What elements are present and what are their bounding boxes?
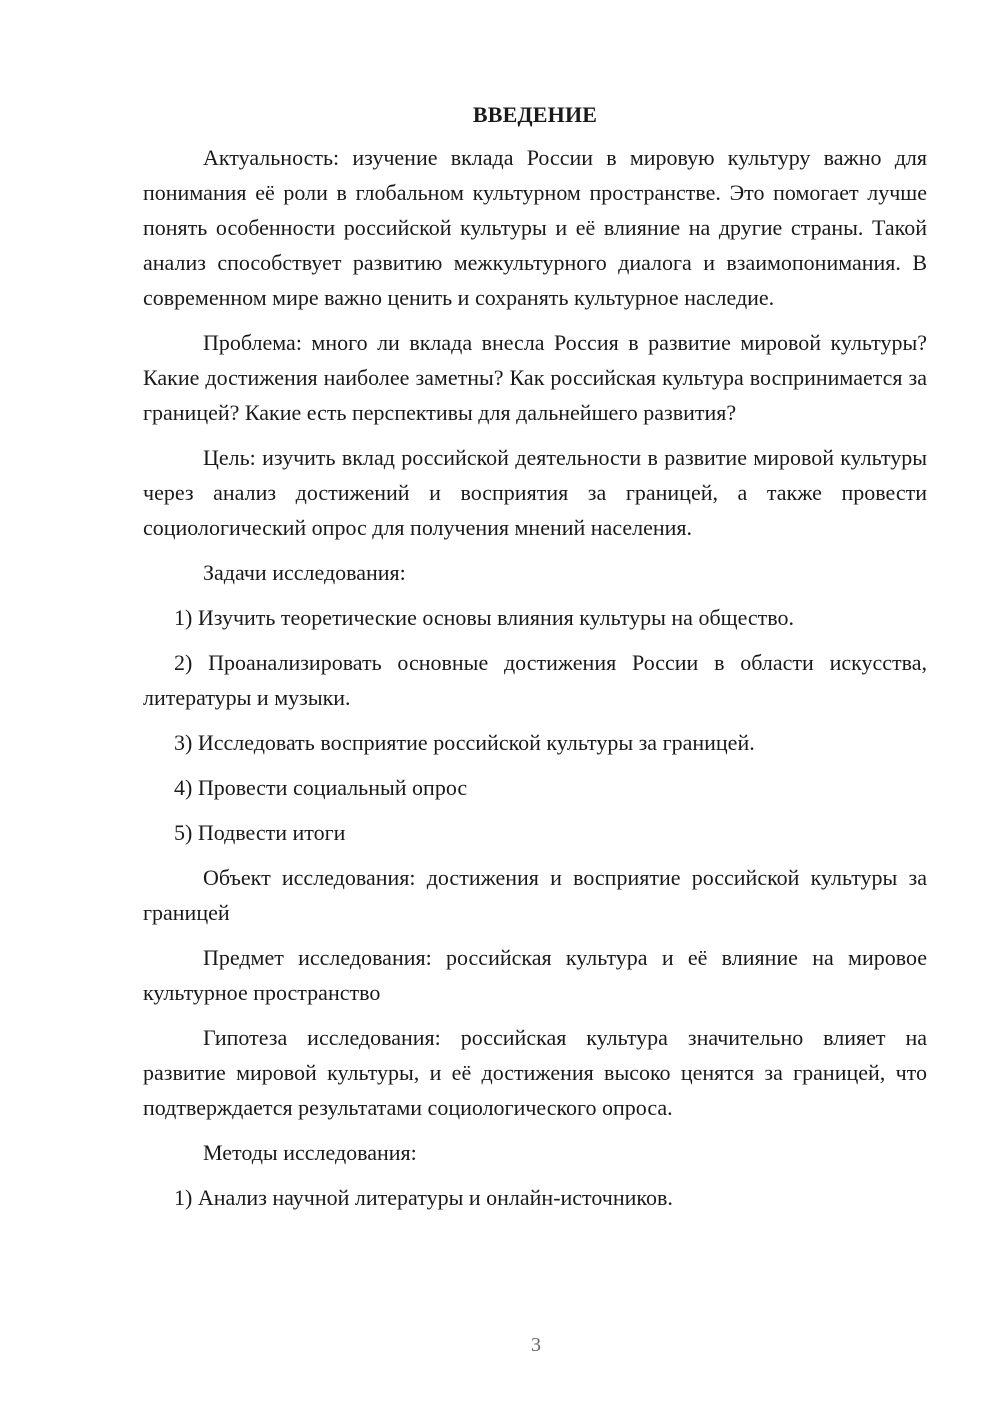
tasks-title: Задачи исследования: [203, 560, 406, 585]
section-heading: ВВЕДЕНИЕ [472, 102, 598, 127]
hypothesis-paragraph: Гипотеза исследования: российская культура значительно влияет на развитие мировой культуры, и её достижения высоко ценятся за границей, что подтверждается результатами социологического опроса. [143, 1025, 927, 1120]
task-item: 3) Исследовать восприятие российской культуры за границей. [174, 730, 755, 755]
object-paragraph: Объект исследования: достижения и восприятие российской культуры за границей [143, 865, 927, 925]
task-item: 5) Подвести итоги [174, 820, 346, 845]
page-content [143, 97, 927, 1225]
subject-paragraph: Предмет исследования: российская культура и её влияние на мировое культурное пространство [143, 945, 927, 1005]
problem-paragraph: Проблема: много ли вклада внесла Россия в развитие мировой культуры? Какие достижения наиболее заметны? Как российская культура воспринимается за границей? Какие есть перспективы для дальнейшего развития? [143, 330, 927, 425]
method-item: 1) Анализ научной литературы и онлайн-источников. [174, 1185, 673, 1210]
task-item: 1) Изучить теоретические основы влияния культуры на общество. [174, 605, 795, 630]
task-item: 2) Проанализировать основные достижения России в области искусства, литературы и музыки. [143, 650, 927, 710]
goal-paragraph: Цель: изучить вклад российской деятельности в развитие мировой культуры через анализ достижений и восприятия за границей, а также провести социологический опрос для получения мнений населения. [143, 445, 927, 540]
relevance-paragraph: Актуальность: изучение вклада России в мировую культуру важно для понимания её роли в глобальном культурном пространстве. Это помогает лучше понять особенности российской культуры и её влияние на другие страны. Такой анализ способствует развитию межкультурного диалога и взаимопонимания. В современном мире важно ценить и сохранять культурное наследие. [143, 145, 927, 310]
methods-title: Методы исследования: [203, 1140, 417, 1165]
page-number: 3 [531, 1334, 541, 1356]
task-item: 4) Провести социальный опрос [174, 775, 468, 800]
